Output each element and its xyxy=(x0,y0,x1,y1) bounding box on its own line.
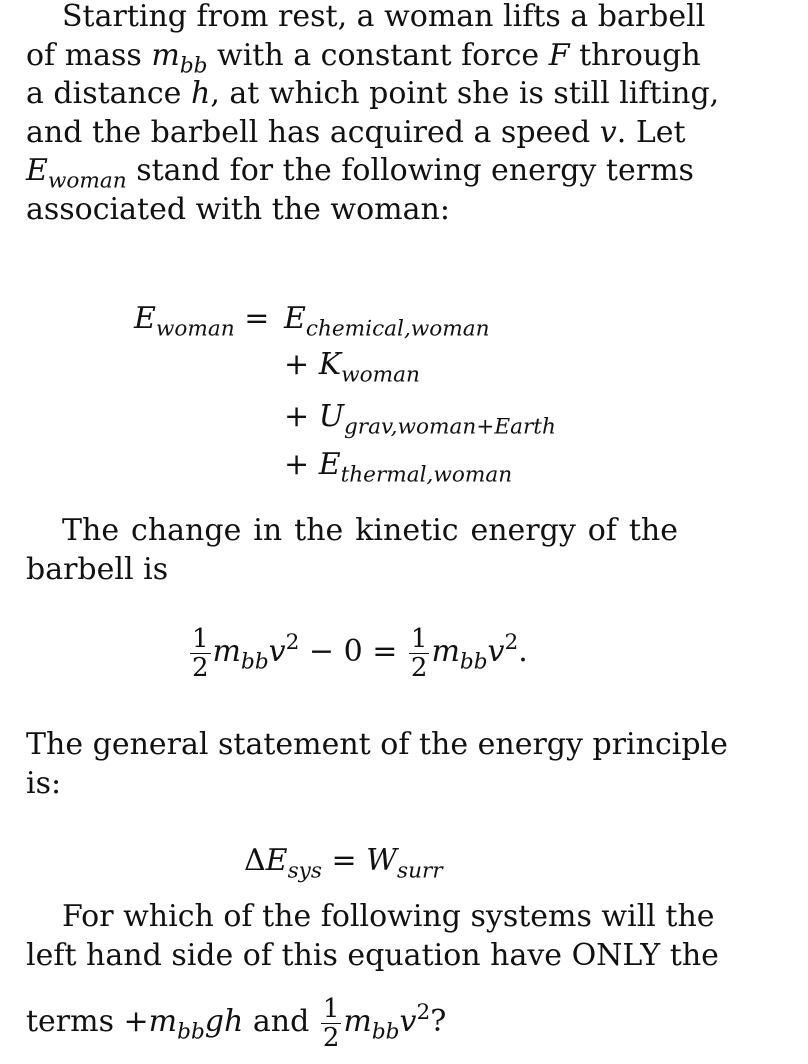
kinetic-line-1: The change in the kinetic energy of the xyxy=(62,513,678,548)
question-line-2: left hand side of this equation have ONLY the xyxy=(26,937,719,973)
energy-term-chemical: $E_{chemical,woman}$ xyxy=(284,301,490,342)
intro-line-4: and the barbell has acquired a speed v. Let xyxy=(26,114,686,150)
intro-line-3: a distance h, at which point she is still lifting, xyxy=(26,76,720,111)
question-line-1: For which of the following systems will the xyxy=(62,899,715,934)
fraction-half: $\frac{1}{2}$ xyxy=(410,623,428,683)
kinetic-energy-equation: $\frac{1}{2}$ $m_{bb}v^2 - 0$ = $\frac{1}{2}$ $m_{bb}v^2$. xyxy=(192,623,528,683)
principle-paragraph xyxy=(26,726,728,803)
principle-line-2: is: xyxy=(26,765,62,801)
energy-principle-equation: $\Delta E_{sys} = W_{surr}$ xyxy=(244,843,443,884)
question-line-3: terms $+m_{bb}gh$ and $\frac{1}{2}$ $m_{bb}v^2$? xyxy=(26,993,447,1053)
intro-line-6: associated with the woman: xyxy=(26,191,450,227)
energy-term-gravitational: + $U_{grav,woman+Earth}$ xyxy=(284,399,556,440)
fraction-half: $\frac{1}{2}$ xyxy=(322,993,340,1053)
intro-paragraph xyxy=(26,0,720,229)
kinetic-paragraph xyxy=(26,512,678,589)
energy-term-kinetic: + $K_{woman}$ xyxy=(284,347,420,388)
kinetic-line-2: barbell is xyxy=(26,551,169,587)
intro-line-1: Starting from rest, a woman lifts a barbell xyxy=(62,0,706,34)
question-paragraph xyxy=(26,898,719,975)
fraction-half: $\frac{1}{2}$ xyxy=(192,623,209,683)
intro-line-5: $E_{woman}$ stand for the following energy terms xyxy=(26,153,694,194)
intro-line-2: of mass $m_{bb}$ with a constant force F through xyxy=(26,37,701,79)
energy-decomposition-lhs: $E_{woman}$ = xyxy=(134,301,270,342)
principle-line-1: The general statement of the energy principle xyxy=(26,727,728,762)
energy-term-thermal: + $E_{thermal,woman}$ xyxy=(284,447,513,488)
